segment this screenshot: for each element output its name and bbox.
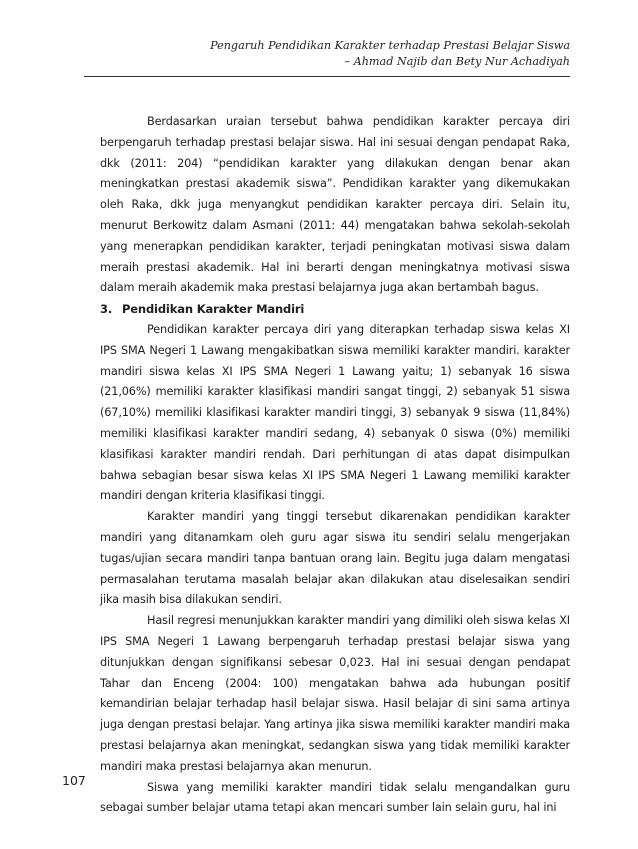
paragraph-2: Pendidikan karakter percaya diri yang diterapkan terhadap siswa kelas XI IPS SMA Negeri 1 Lawang mengakibatkan siswa memiliki karakter mandiri. karakter mandiri siswa kelas XI IPS SMA Negeri 1 Lawang yaitu; 1) sebanyak 16 siswa (21,06%) memiliki karakter klasifikasi mandiri sangat tinggi, 2) sebanyak 51 siswa (67,10%) memiliki klasifikasi karakter mandiri tinggi, 3) sebanyak 9 siswa (11,84%) memiliki klasifikasi karakter mandiri sedang, 4) sebanyak 0 siswa (0%) memiliki klasifikasi karakter mandiri rendah. Dari perhitungan di atas dapat disimpulkan bahwa sebagian besar siswa kelas XI IPS SMA Negeri 1 Lawang memiliki karakter mandiri dengan kriteria klasifikasi tinggi. bbox=[100, 322, 570, 503]
header-authors: – Ahmad Najib dan Bety Nur Achadiyah bbox=[344, 55, 570, 68]
body-text bbox=[100, 112, 570, 819]
paragraph-5: Siswa yang memiliki karakter mandiri tidak selalu mengandalkan guru sebagai sumber belajar utama tetapi akan mencari sumber lain selain guru, hal ini bbox=[100, 780, 570, 815]
paragraph-4: Hasil regresi menunjukkan karakter mandiri yang dimiliki oleh siswa kelas XI IPS SMA Negeri 1 Lawang berpengaruh terhadap prestasi belajar siswa yang ditunjukkan dengan signifikansi sebesar 0,023. Hal ini sesuai dengan pendapat Tahar dan Enceng (2004: 100) mengatakan bahwa ada hubungan positif kemandirian belajar terhadap hasil belajar siswa. Hasil belajar di sini sama artinya juga dengan prestasi belajar. Yang artinya jika siswa memiliki karakter mandiri maka prestasi belajarnya akan meningkat, sedangkan siswa yang tidak memiliki karakter mandiri maka prestasi belajarnya akan menurun. bbox=[100, 614, 570, 773]
section-number: 3. bbox=[100, 302, 113, 317]
paragraph-3: Karakter mandiri yang tinggi tersebut dikarenakan pendidikan karakter mandiri yang ditanamkam oleh guru agar siswa itu sendiri selalu mengerjakan tugas/ujian secara mandiri tanpa bantuan orang lain. Begitu juga dalam mengatasi permasalahan terutama masalah belajar akan dilakukan atau diselesaikan sendiri jika masih bisa dilakukan sendiri. bbox=[100, 510, 570, 607]
paragraph-1: Berdasarkan uraian tersebut bahwa pendidikan karakter percaya diri berpengaruh terhadap prestasi belajar siswa. Hal ini sesuai dengan pendapat Raka, dkk (2011: 204) “pendidikan karakter yang dilakukan dengan benar akan meningkatkan prestasi akademik siswa”. Pendidikan karakter yang dikemukakan oleh Raka, dkk juga menyangkut pendidikan karakter percaya diri. Selain itu, menurut Berkowitz dalam Asmani (2011: 44) mengatakan bahwa sekolah-sekolah yang menerapkan pendidikan karakter, terjadi peningkatan motivasi siswa dalam meraih prestasi akademik. Hal ini berarti dengan meningkatnya motivasi siswa dalam meraih akademik maka prestasi belajarnya juga akan bertambah bagus. bbox=[100, 115, 570, 295]
page-number: 107 bbox=[62, 773, 86, 788]
header-divider bbox=[84, 76, 570, 77]
header-article-title: Pengaruh Pendidikan Karakter terhadap Prestasi Belajar Siswa bbox=[210, 39, 570, 52]
section-title: Pendidikan Karakter Mandiri bbox=[122, 302, 305, 317]
running-header bbox=[150, 38, 570, 70]
section-heading bbox=[100, 299, 570, 320]
